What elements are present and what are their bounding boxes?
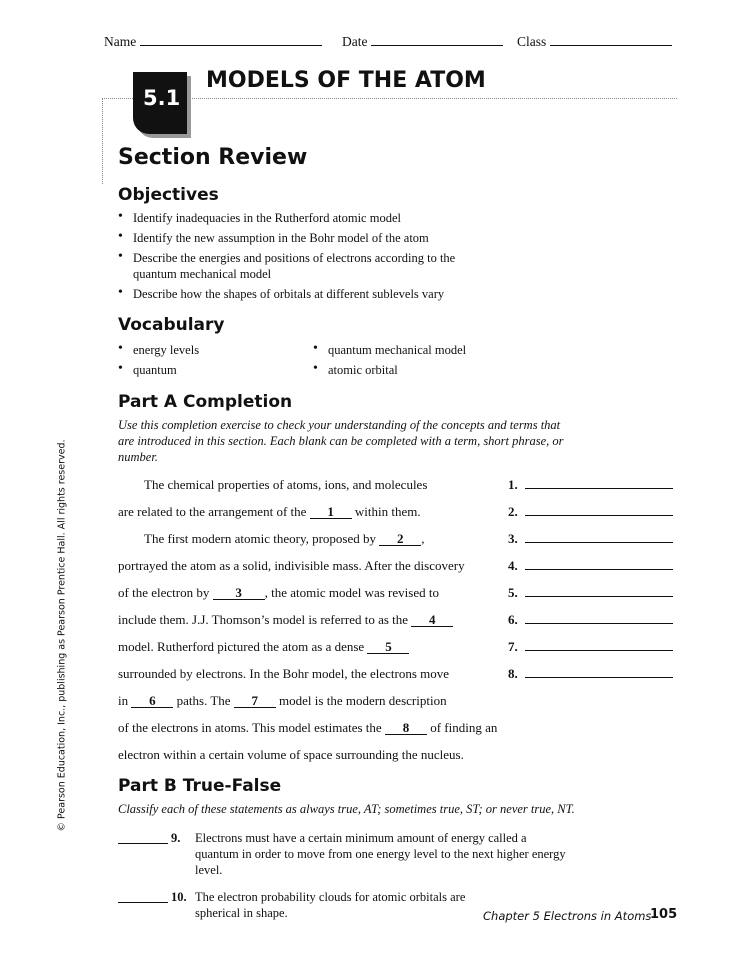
answer-line-6[interactable] [525, 610, 673, 624]
list-item: • Describe how the shapes of orbitals at different sublevels vary [118, 286, 488, 302]
passage-line: The chemical properties of atoms, ions, and molecules [144, 477, 428, 492]
vocab-list-1 [118, 342, 199, 382]
answer-line-3[interactable] [525, 529, 673, 543]
answer-line-4[interactable] [525, 556, 673, 570]
answer-number: 7. [508, 639, 518, 654]
passage-line: surrounded by electrons. In the Bohr model, the electrons move [118, 666, 450, 681]
page-number: 105 [650, 907, 678, 922]
blank-2: 2 [379, 533, 421, 546]
passage-line: include them. J.J. Thomson’s model is referred to as the 4 [118, 612, 453, 628]
blank-5: 5 [367, 641, 409, 654]
answer-number: 5. [508, 585, 518, 600]
list-item: • Identify the new assumption in the Bohr model of the atom [118, 230, 488, 246]
list-item: • quantum [118, 362, 199, 378]
footer-chapter: Chapter 5 Electrons in Atoms [483, 909, 652, 923]
objectives-heading: Objectives [118, 185, 219, 205]
part-a-heading: Part A Completion [118, 392, 293, 412]
name-label: Name [104, 34, 137, 49]
blank-6: 6 [131, 695, 173, 708]
date-field[interactable] [342, 34, 503, 50]
vocabulary-heading: Vocabulary [118, 315, 225, 335]
answer-line-10[interactable] [118, 889, 168, 903]
question-9: 9. Electrons must have a certain minimum amount of energy called a quantum in order to move from one energy level to the next higher energy level. [171, 831, 566, 877]
answer-line-2[interactable] [525, 502, 673, 516]
blank-4: 4 [411, 614, 453, 627]
answer-line-5[interactable] [525, 583, 673, 597]
passage-line: electron within a certain volume of space surrounding the nucleus. [118, 747, 464, 762]
list-item: • Identify inadequacies in the Rutherford atomic model [118, 210, 488, 226]
answer-number: 1. [508, 477, 518, 492]
blank-1: 1 [310, 506, 352, 519]
blank-7: 7 [234, 695, 276, 708]
name-field[interactable] [104, 34, 322, 50]
passage-line: portrayed the atom as a solid, indivisible mass. After the discovery [118, 558, 465, 573]
answer-line-1[interactable] [525, 475, 673, 489]
passage-line: model. Rutherford pictured the atom as a dense 5 [118, 639, 409, 655]
page-title: MODELS OF THE ATOM [206, 68, 486, 93]
answer-line-7[interactable] [525, 637, 673, 651]
blank-8: 8 [385, 722, 427, 735]
answer-line-9[interactable] [118, 830, 168, 844]
list-item: • energy levels [118, 342, 199, 358]
class-field[interactable] [517, 34, 672, 50]
passage-line: The first modern atomic theory, proposed by 2 , [144, 531, 425, 546]
part-b-heading: Part B True-False [118, 776, 282, 796]
answer-number: 8. [508, 666, 518, 681]
copyright-notice: © Pearson Education, Inc., publishing as Pearson Prentice Hall. All rights reserved. [56, 439, 68, 832]
passage-line: of the electron by 3 , the atomic model was revised to [118, 585, 439, 600]
part-b-instructions: Classify each of these statements as always true, AT; sometimes true, ST; or never true, NT. [118, 802, 575, 816]
divider [102, 98, 677, 99]
answer-number: 3. [508, 531, 518, 546]
list-item: • Describe the energies and positions of electrons according to the quantum mechanical model [118, 250, 488, 282]
vocab-list-2 [313, 342, 466, 382]
class-label: Class [517, 34, 547, 49]
question-10: 10. The electron probability clouds for atomic orbitals are spherical in shape. [171, 890, 466, 920]
blank-3: 3 [213, 587, 265, 600]
list-item: • atomic orbital [313, 362, 466, 378]
date-label: Date [342, 34, 368, 49]
answer-line-8[interactable] [525, 664, 673, 678]
answer-number: 2. [508, 504, 518, 519]
passage-line: in 6 paths. The 7 model is the modern description [118, 693, 447, 708]
part-a-instructions: Use this completion exercise to check your understanding of the concepts and terms that are introduced in this section. Each blank can be completed with a term, short phrase, or number. [118, 418, 564, 464]
list-item: • quantum mechanical model [313, 342, 466, 358]
answer-number: 6. [508, 612, 518, 627]
divider [102, 98, 103, 184]
section-review-heading: Section Review [118, 145, 308, 170]
objectives-list [118, 210, 488, 306]
answer-number: 4. [508, 558, 518, 573]
passage-line: are related to the arrangement of the 1 within them. [118, 504, 421, 519]
section-badge: 5.1 [133, 72, 187, 134]
passage-line: of the electrons in atoms. This model estimates the 8 of finding an [118, 720, 498, 735]
